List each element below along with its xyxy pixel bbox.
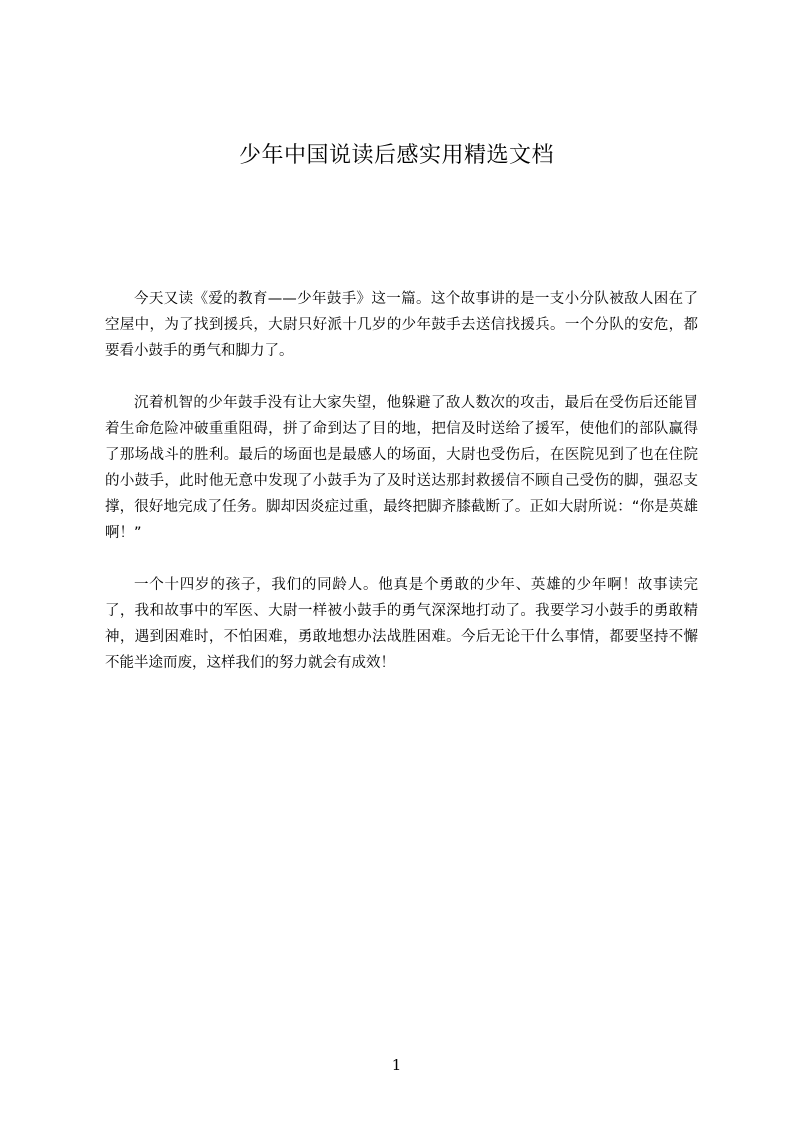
page-number: 1 — [391, 1056, 402, 1074]
paragraph-1: 今天又读《爱的教育——少年鼓手》这一篇。这个故事讲的是一支小分队被敌人困在了空屋中，为了找到援兵，大尉只好派十几岁的少年鼓手去送信找援兵。一个分队的安危，都要看小鼓手的勇气和脚力了。 — [105, 291, 698, 359]
paragraph-2: 沉着机智的少年鼓手没有让大家失望，他躲避了敌人数次的攻击，最后在受伤后还能冒着生命危险冲破重重阻碍，拼了命到达了目的地，把信及时送给了援军，使他们的部队赢得了那场战斗的胜利。最后的场面也是最感人的场面，大尉也受伤后，在医院见到了也在住院的小鼓手，此时他无意中发现了小鼓手为了及时送达那封救援信不顾自己受伤的脚，强忍支撑，很好地完成了任务。脚却因炎症过重，最终把脚齐膝截断了。正如大尉所说：“你是英雄啊！” — [105, 395, 698, 541]
document-title: 少年中国说读后感实用精选文档 — [238, 143, 554, 168]
document-body — [105, 286, 698, 702]
paragraph-3: 一个十四岁的孩子，我们的同龄人。他真是个勇敢的少年、英雄的少年啊！故事读完了，我和故事中的军医、大尉一样被小鼓手的勇气深深地打动了。我要学习小鼓手的勇敢精神，遇到困难时，不怕困难，勇敢地想办法战胜困难。今后无论干什么事情，都要坚持不懈不能半途而废，这样我们的努力就会有成效！ — [105, 577, 698, 671]
